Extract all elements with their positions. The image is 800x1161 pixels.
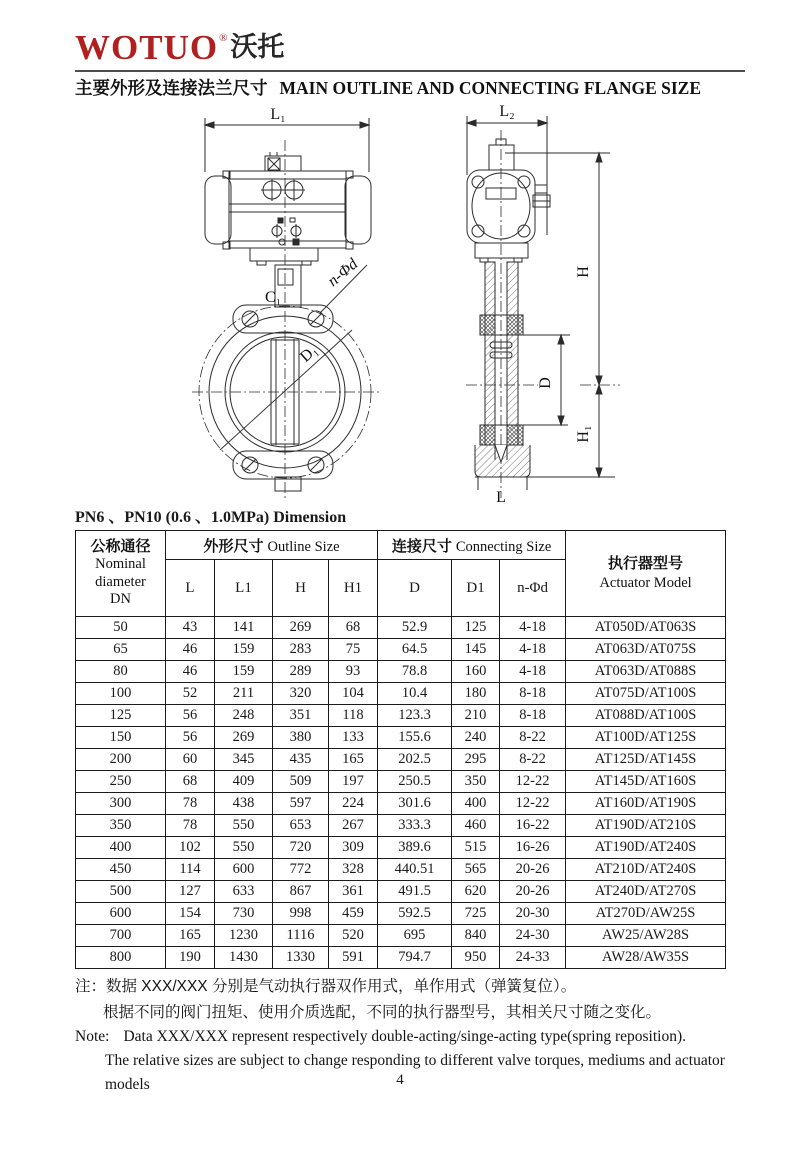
dim-label-l: L bbox=[496, 489, 506, 506]
table-cell: 43 bbox=[166, 617, 215, 639]
dim-label-d: D bbox=[537, 377, 554, 389]
table-cell: AT075D/AT100S bbox=[566, 683, 726, 705]
note-en-label: Note: bbox=[75, 1028, 110, 1046]
table-cell: 52 bbox=[166, 683, 215, 705]
table-cell: 118 bbox=[329, 705, 378, 727]
table-row bbox=[76, 727, 726, 749]
table-cell: 123.3 bbox=[378, 705, 452, 727]
table-cell: 200 bbox=[76, 749, 166, 771]
table-cell: 224 bbox=[329, 793, 378, 815]
column-header-L: L bbox=[166, 560, 215, 617]
table-row bbox=[76, 947, 726, 969]
table-cell: 78.8 bbox=[378, 661, 452, 683]
table-cell: 20-26 bbox=[500, 881, 566, 903]
table-row bbox=[76, 925, 726, 947]
column-header-n-phi-d: n-Φd bbox=[500, 560, 566, 617]
table-cell: 269 bbox=[273, 617, 329, 639]
note-cn-line2: 根据不同的阀门扭矩、使用介质选配，不同的执行器型号，其相关尺寸随之变化。 bbox=[103, 1003, 662, 1021]
page-title-cn: 主要外形及连接法兰尺寸 bbox=[75, 78, 268, 98]
outline-group-en: Outline Size bbox=[267, 538, 340, 555]
dn-header-en2: diameter bbox=[95, 573, 146, 590]
table-cell: 333.3 bbox=[378, 815, 452, 837]
dim-label-l1: L₁ bbox=[270, 106, 286, 123]
table-cell: 500 bbox=[76, 881, 166, 903]
table-row bbox=[76, 683, 726, 705]
table-cell: 998 bbox=[273, 903, 329, 925]
dn-header-en1: Nominal bbox=[95, 556, 146, 573]
table-cell: 1330 bbox=[273, 947, 329, 969]
table-cell: 565 bbox=[452, 859, 500, 881]
table-cell: 46 bbox=[166, 661, 215, 683]
brand-logo bbox=[75, 30, 745, 65]
table-cell: 597 bbox=[273, 793, 329, 815]
column-header-H1: H1 bbox=[329, 560, 378, 617]
table-row bbox=[76, 837, 726, 859]
table-cell: 320 bbox=[273, 683, 329, 705]
technical-drawings bbox=[75, 100, 745, 506]
brand-name-cn: 沃托 bbox=[230, 32, 285, 62]
table-cell: 102 bbox=[166, 837, 215, 859]
valve-front-view-drawing bbox=[120, 100, 430, 502]
table-cell: 125 bbox=[452, 617, 500, 639]
table-cell: AT100D/AT125S bbox=[566, 727, 726, 749]
dimension-table bbox=[75, 530, 726, 969]
table-cell: 93 bbox=[329, 661, 378, 683]
table-cell: 65 bbox=[76, 639, 166, 661]
table-cell: 520 bbox=[329, 925, 378, 947]
column-group-connecting-size bbox=[378, 531, 566, 560]
table-cell: 4-18 bbox=[500, 639, 566, 661]
table-cell: 840 bbox=[452, 925, 500, 947]
dim-label-c1: C₁ bbox=[265, 289, 282, 306]
table-cell: 8-18 bbox=[500, 705, 566, 727]
valve-side-view-drawing bbox=[430, 100, 730, 510]
table-cell: 12-22 bbox=[500, 771, 566, 793]
table-cell: 46 bbox=[166, 639, 215, 661]
dim-label-l2: L₂ bbox=[499, 103, 515, 120]
column-header-dn bbox=[76, 531, 166, 617]
table-cell: 104 bbox=[329, 683, 378, 705]
table-row bbox=[76, 771, 726, 793]
table-cell: 400 bbox=[76, 837, 166, 859]
table-cell: 12-22 bbox=[500, 793, 566, 815]
table-cell: 438 bbox=[215, 793, 273, 815]
table-cell: 283 bbox=[273, 639, 329, 661]
connecting-group-cn: 连接尺寸 bbox=[391, 537, 452, 555]
table-row bbox=[76, 881, 726, 903]
table-cell: 620 bbox=[452, 881, 500, 903]
table-cell: 80 bbox=[76, 661, 166, 683]
column-header-D: D bbox=[378, 560, 452, 617]
table-cell: 700 bbox=[76, 925, 166, 947]
table-cell: 145 bbox=[452, 639, 500, 661]
table-cell: AT240D/AT270S bbox=[566, 881, 726, 903]
table-cell: 250.5 bbox=[378, 771, 452, 793]
table-row bbox=[76, 617, 726, 639]
table-cell: 515 bbox=[452, 837, 500, 859]
table-cell: AT145D/AT160S bbox=[566, 771, 726, 793]
page-number: 4 bbox=[396, 1072, 404, 1088]
table-row bbox=[76, 661, 726, 683]
page-title bbox=[75, 75, 745, 100]
table-cell: 328 bbox=[329, 859, 378, 881]
dn-header-cn: 公称通径 bbox=[90, 537, 151, 555]
table-cell: 24-33 bbox=[500, 947, 566, 969]
catalog-page bbox=[0, 30, 800, 1161]
table-cell: AT063D/AT088S bbox=[566, 661, 726, 683]
table-cell: 150 bbox=[76, 727, 166, 749]
dim-label-d1: D₁ bbox=[296, 341, 322, 366]
note-cn-line1: 注：数据 XXX/XXX 分别是气动执行器双作用式，单作用式（弹簧复位）。 bbox=[75, 978, 577, 995]
table-cell: 730 bbox=[215, 903, 273, 925]
table-cell: 460 bbox=[452, 815, 500, 837]
table-cell: 8-22 bbox=[500, 749, 566, 771]
table-cell: 1116 bbox=[273, 925, 329, 947]
table-cell: 127 bbox=[166, 881, 215, 903]
note-en-text1: Data XXX/XXX represent respectively double-acting/singe-acting type(spring reposition). bbox=[123, 1028, 687, 1046]
table-cell: AW25/AW28S bbox=[566, 925, 726, 947]
table-cell: 250 bbox=[76, 771, 166, 793]
column-header-L1: L1 bbox=[215, 560, 273, 617]
table-row bbox=[76, 859, 726, 881]
table-cell: 772 bbox=[273, 859, 329, 881]
table-cell: 4-18 bbox=[500, 617, 566, 639]
table-cell: 100 bbox=[76, 683, 166, 705]
table-cell: 190 bbox=[166, 947, 215, 969]
table-cell: 1230 bbox=[215, 925, 273, 947]
table-cell: 867 bbox=[273, 881, 329, 903]
dim-label-h: H bbox=[575, 266, 592, 278]
table-cell: 141 bbox=[215, 617, 273, 639]
table-row bbox=[76, 815, 726, 837]
connecting-group-en: Connecting Size bbox=[455, 538, 552, 555]
column-header-D1: D1 bbox=[452, 560, 500, 617]
table-cell: 202.5 bbox=[378, 749, 452, 771]
actuator-header-cn: 执行器型号 bbox=[608, 554, 684, 572]
actuator-header-en: Actuator Model bbox=[599, 574, 692, 591]
table-cell: 695 bbox=[378, 925, 452, 947]
dim-label-h1: H₁ bbox=[575, 425, 592, 443]
table-cell: 160 bbox=[452, 661, 500, 683]
table-cell: 267 bbox=[329, 815, 378, 837]
column-header-actuator-model bbox=[566, 531, 726, 617]
table-cell: 309 bbox=[329, 837, 378, 859]
table-cell: 300 bbox=[76, 793, 166, 815]
table-cell: 400 bbox=[452, 793, 500, 815]
table-cell: 725 bbox=[452, 903, 500, 925]
table-cell: 16-26 bbox=[500, 837, 566, 859]
table-cell: 653 bbox=[273, 815, 329, 837]
table-cell: AT270D/AW25S bbox=[566, 903, 726, 925]
table-cell: 16-22 bbox=[500, 815, 566, 837]
table-cell: 361 bbox=[329, 881, 378, 903]
table-cell: 633 bbox=[215, 881, 273, 903]
table-row bbox=[76, 903, 726, 925]
header-divider bbox=[75, 70, 745, 72]
table-cell: 154 bbox=[166, 903, 215, 925]
table-cell: 800 bbox=[76, 947, 166, 969]
table-row bbox=[76, 749, 726, 771]
table-cell: 1430 bbox=[215, 947, 273, 969]
dimension-table-body bbox=[76, 617, 726, 969]
table-cell: 350 bbox=[76, 815, 166, 837]
table-cell: 210 bbox=[452, 705, 500, 727]
table-cell: 301.6 bbox=[378, 793, 452, 815]
table-cell: 165 bbox=[329, 749, 378, 771]
table-cell: 600 bbox=[215, 859, 273, 881]
table-cell: 78 bbox=[166, 815, 215, 837]
table-cell: 125 bbox=[76, 705, 166, 727]
table-cell: 64.5 bbox=[378, 639, 452, 661]
table-cell: 295 bbox=[452, 749, 500, 771]
table-cell: 155.6 bbox=[378, 727, 452, 749]
table-cell: 68 bbox=[166, 771, 215, 793]
table-cell: 720 bbox=[273, 837, 329, 859]
brand-name-en: WOTUO bbox=[75, 28, 219, 67]
table-cell: 289 bbox=[273, 661, 329, 683]
table-cell: 56 bbox=[166, 727, 215, 749]
table-cell: 450 bbox=[76, 859, 166, 881]
table-cell: AW28/AW35S bbox=[566, 947, 726, 969]
table-cell: 60 bbox=[166, 749, 215, 771]
table-cell: 20-30 bbox=[500, 903, 566, 925]
dn-header-en3: DN bbox=[110, 591, 131, 608]
table-cell: 24-30 bbox=[500, 925, 566, 947]
table-cell: 351 bbox=[273, 705, 329, 727]
column-group-outline-size bbox=[166, 531, 378, 560]
table-cell: AT210D/AT240S bbox=[566, 859, 726, 881]
table-cell: 592.5 bbox=[378, 903, 452, 925]
table-cell: AT190D/AT210S bbox=[566, 815, 726, 837]
table-cell: 50 bbox=[76, 617, 166, 639]
outline-group-cn: 外形尺寸 bbox=[203, 537, 264, 555]
table-cell: 509 bbox=[273, 771, 329, 793]
column-header-H: H bbox=[273, 560, 329, 617]
table-cell: 78 bbox=[166, 793, 215, 815]
table-title: PN6 、PN10 (0.6 、1.0MPa) Dimension bbox=[75, 509, 347, 526]
table-cell: 350 bbox=[452, 771, 500, 793]
table-cell: 180 bbox=[452, 683, 500, 705]
table-cell: AT050D/AT063S bbox=[566, 617, 726, 639]
table-cell: 794.7 bbox=[378, 947, 452, 969]
table-cell: AT088D/AT100S bbox=[566, 705, 726, 727]
table-cell: 165 bbox=[166, 925, 215, 947]
registered-trademark-icon: ® bbox=[219, 32, 228, 44]
table-cell: 8-22 bbox=[500, 727, 566, 749]
table-cell: 600 bbox=[76, 903, 166, 925]
table-cell: 950 bbox=[452, 947, 500, 969]
table-cell: 20-26 bbox=[500, 859, 566, 881]
table-cell: 380 bbox=[273, 727, 329, 749]
table-cell: AT125D/AT145S bbox=[566, 749, 726, 771]
table-cell: 75 bbox=[329, 639, 378, 661]
table-cell: 159 bbox=[215, 661, 273, 683]
table-cell: 52.9 bbox=[378, 617, 452, 639]
page-title-en: MAIN OUTLINE AND CONNECTING FLANGE SIZE bbox=[279, 78, 702, 98]
table-cell: 197 bbox=[329, 771, 378, 793]
table-cell: 114 bbox=[166, 859, 215, 881]
table-cell: 133 bbox=[329, 727, 378, 749]
table-cell: 389.6 bbox=[378, 837, 452, 859]
note-en-line1 bbox=[75, 1025, 745, 1049]
table-cell: 550 bbox=[215, 815, 273, 837]
table-cell: AT190D/AT240S bbox=[566, 837, 726, 859]
table-cell: 459 bbox=[329, 903, 378, 925]
table-cell: 248 bbox=[215, 705, 273, 727]
table-cell: 8-18 bbox=[500, 683, 566, 705]
table-cell: 4-18 bbox=[500, 661, 566, 683]
table-row bbox=[76, 793, 726, 815]
dim-label-n-phi-d: n-Φd bbox=[324, 255, 362, 291]
table-cell: AT063D/AT075S bbox=[566, 639, 726, 661]
note-en-line2: The relative sizes are subject to change responding to different valve torques, mediums and actuator models bbox=[105, 1052, 725, 1094]
table-cell: 211 bbox=[215, 683, 273, 705]
table-cell: 491.5 bbox=[378, 881, 452, 903]
table-row bbox=[76, 705, 726, 727]
table-cell: 10.4 bbox=[378, 683, 452, 705]
table-row bbox=[76, 639, 726, 661]
table-cell: 440.51 bbox=[378, 859, 452, 881]
table-cell: 345 bbox=[215, 749, 273, 771]
table-cell: 159 bbox=[215, 639, 273, 661]
table-cell: 435 bbox=[273, 749, 329, 771]
table-cell: 68 bbox=[329, 617, 378, 639]
table-cell: 240 bbox=[452, 727, 500, 749]
table-cell: 550 bbox=[215, 837, 273, 859]
table-cell: 269 bbox=[215, 727, 273, 749]
table-cell: 591 bbox=[329, 947, 378, 969]
table-cell: 56 bbox=[166, 705, 215, 727]
table-cell: AT160D/AT190S bbox=[566, 793, 726, 815]
table-cell: 409 bbox=[215, 771, 273, 793]
